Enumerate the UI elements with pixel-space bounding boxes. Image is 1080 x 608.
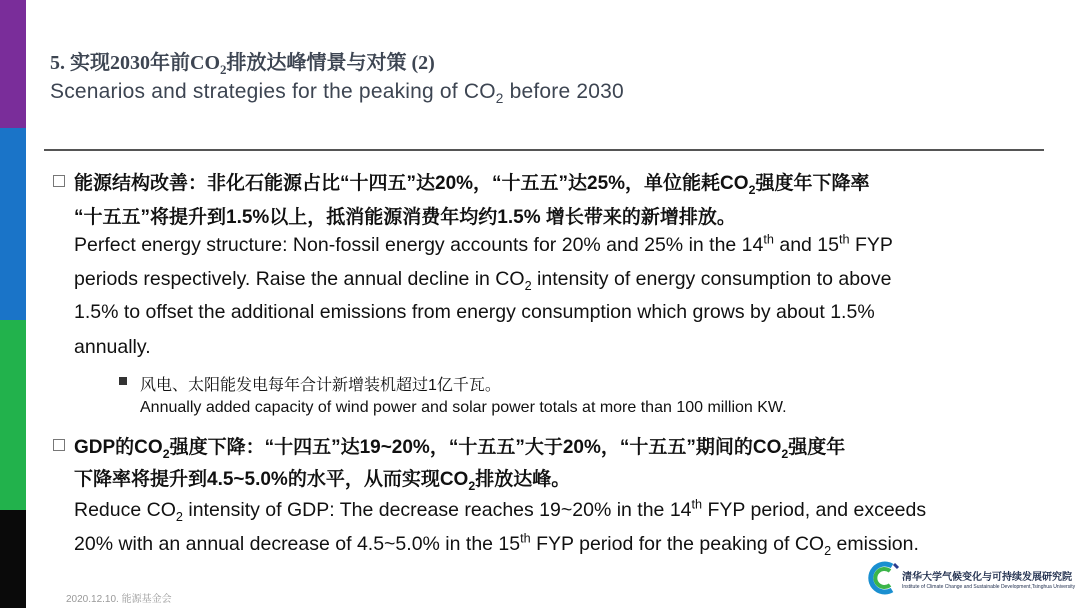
- slide-title-chinese: 5. 实现2030年前$CO_2$排放达峰情景与对策 (2): [50, 52, 435, 77]
- title-divider: [44, 149, 1044, 151]
- bullet-1-marker: [53, 175, 65, 187]
- sidebar-stripe-purple: [0, 0, 26, 128]
- bullet-1-en-line-1: Perfect energy structure: Non-fossil energy accounts for 20% and 25% in the 14th and 15th FYP: [74, 232, 893, 256]
- bullet-2-cn-line-1: GDP的$CO_2$强度下降：“十四五”达19~20%，“十五五”大于20%，“十五五”期间的$CO_2$强度年: [74, 437, 846, 461]
- sub-bullet-en: Annually added capacity of wind power and solar power totals at more than 100 million KW.: [140, 399, 787, 416]
- institute-logo: [868, 560, 1076, 600]
- sidebar-stripe-blue: [0, 128, 26, 320]
- institute-name-en: Institute of Climate Change and Sustainable Development,Tsinghua University: [902, 584, 1076, 590]
- bullet-1-en-line-3: 1.5% to offset the additional emissions from energy consumption which grows by about 1.5%: [74, 301, 875, 323]
- bullet-1-en-line-4: annually.: [74, 336, 151, 358]
- sidebar-stripe-green: [0, 320, 26, 510]
- bullet-2-en-line-1: Reduce $CO_2$ intensity of GDP: The decrease reaches 19~20% in the 14th FYP period, and exceeds: [74, 497, 927, 524]
- bullet-1-en-line-2: periods respectively. Raise the annual decline in $CO_2$ intensity of energy consumption to above: [74, 268, 892, 293]
- slide-title-english: Scenarios and strategies for the peaking of $CO_2$ before 2030: [50, 80, 624, 107]
- sidebar-stripe-black: [0, 510, 26, 608]
- institute-logo-icon: [868, 560, 900, 596]
- sub-bullet-cn: 风电、太阳能发电每年合计新增装机超过1亿千瓦。: [140, 377, 501, 394]
- sub-bullet-marker: [119, 377, 127, 385]
- bullet-1-cn-line-1: 能源结构改善：非化石能源占比“十四五”达20%，“十五五”达25%，单位能耗$CO_2$强度年下降率: [74, 173, 870, 197]
- institute-name-cn: 清华大学气候变化与可持续发展研究院: [902, 572, 1072, 583]
- sidebar-color-bar: [0, 0, 26, 608]
- bullet-2-en-line-2: 20% with an annual decrease of 4.5~5.0% in the 15th FYP period for the peaking of $CO_2$ emission.: [74, 531, 919, 558]
- bullet-2-cn-line-2: 下降率将提升到4.5~5.0%的水平，从而实现$CO_2$排放达峰。: [74, 469, 571, 493]
- bullet-2-marker: [53, 439, 65, 451]
- bullet-1-cn-line-2: “十五五”将提升到1.5%以上，抵消能源消费年均约1.5% 增长带来的新增排放。: [74, 207, 736, 228]
- footer-date: 2020.12.10. 能源基金会: [66, 594, 172, 605]
